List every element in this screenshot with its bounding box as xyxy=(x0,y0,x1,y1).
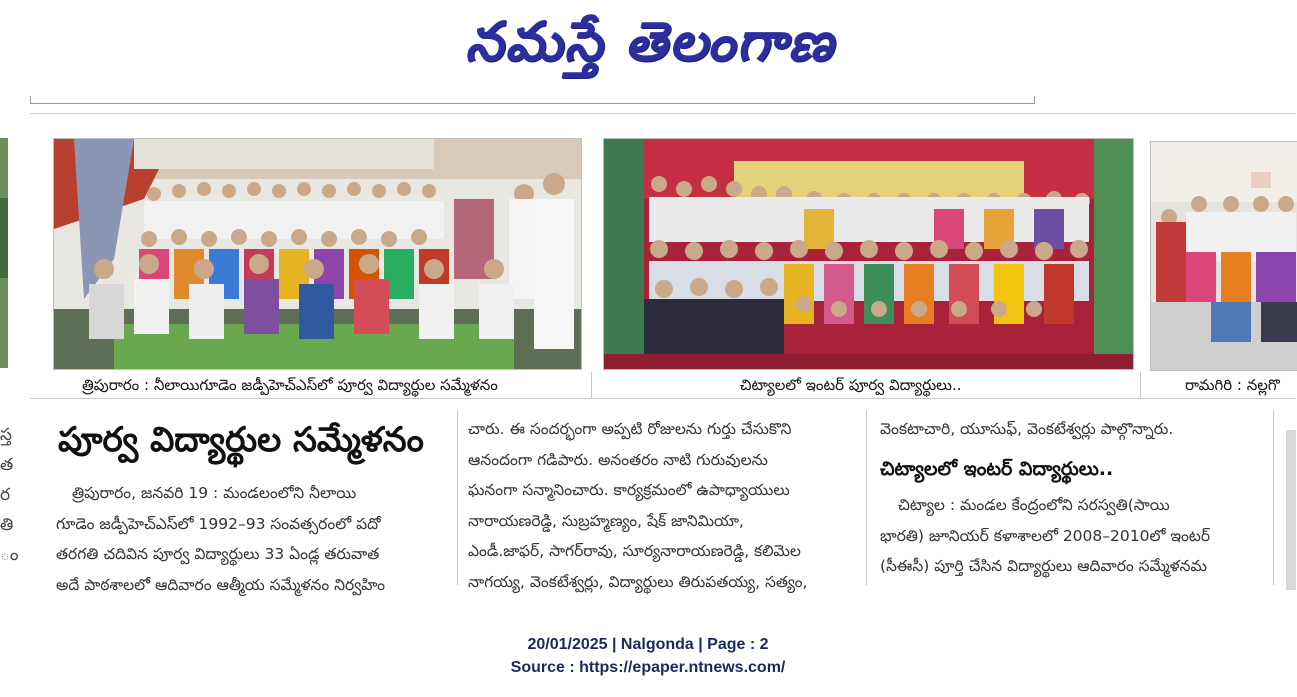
article-line: భారతి) జూనియర్ కళాశాలలో 2008–2010లో ఇంటర్ xyxy=(880,526,1211,545)
caption-rule xyxy=(30,398,1296,399)
article-line: నాగయ్య, వెంకటేశ్వర్లు, విద్యార్థులు తిరుపతయ్య, సత్యం, xyxy=(468,572,808,591)
page-rule-tick xyxy=(30,96,31,104)
article-line: గూడెం జడ్పీహెచ్ఎస్‌లో 1992–93 సంవత్సరంలో పదో xyxy=(56,514,381,533)
article-subheadline: చిట్యాలలో ఇంటర్ విద్యార్థులు.. xyxy=(880,458,1114,480)
article-column-3-top xyxy=(880,414,1270,445)
edge-photo-left xyxy=(0,138,8,368)
page-rule xyxy=(30,113,1296,114)
page-rule-tick xyxy=(1034,96,1035,104)
article-line: తరగతి చదివిన పూర్వ విద్యార్థులు 33 ఏండ్ల తరువాత xyxy=(56,545,380,564)
photo-caption-right: రామగిరి : నల్లగొ xyxy=(1185,376,1280,394)
article-line: నారాయణరెడ్డి, సుబ్రహ్మణ్యం, షేక్ జానిమియా, xyxy=(468,511,744,530)
article-column-1 xyxy=(56,478,452,600)
article-headline: పూర్వ విద్యార్థుల సమ్మేళనం xyxy=(58,420,424,460)
article-line: ఆనందంగా గడిపారు. అనంతరం నాటి గురువులను xyxy=(468,450,768,469)
column-divider xyxy=(1273,410,1274,585)
column-divider xyxy=(866,410,867,585)
caption-divider xyxy=(1140,372,1141,398)
article-line: చిట్యాల : మండల కేంద్రంలోని సరస్వతి(సాయి xyxy=(898,496,1170,514)
footer-source-link[interactable]: Source : https://epaper.ntnews.com/ xyxy=(510,659,786,676)
photo-caption-left: త్రిపురారం : నీలాయిగూడెం జడ్పీహెచ్ఎస్‌లో పూర్వ విద్యార్థుల సమ్మేళనం xyxy=(82,376,498,394)
article-column-3 xyxy=(880,490,1272,582)
article-line: (సీఈసీ) పూర్తి చేసిన విద్యార్థులు ఆదివారం సమ్మేళనమ xyxy=(880,557,1207,576)
page-rule-top xyxy=(30,103,1034,104)
group-photo-neelaiguddem xyxy=(53,138,582,370)
article-line: వెంకటాచారి, యూసుఫ్, వెంకటేశ్వర్లు పాల్గొన్నారు. xyxy=(880,420,1174,438)
article-line: అదే పాఠశాలలో ఆదివారం ఆత్మీయ సమ్మేళనం నిర్వహిం xyxy=(56,575,386,594)
article-line: ఎండీ.జాఫర్, సాగర్‌రావు, సూర్యనారాయణరెడ్డి, కలిమెల xyxy=(468,542,801,561)
newspaper-masthead: నమస్తే తెలంగాణ xyxy=(465,9,835,73)
article-line: ఘనంగా సన్మానించారు. కార్యక్రమంలో ఉపాధ్యాయులు xyxy=(468,481,790,500)
article-line: చారు. ఈ సందర్భంగా అప్పటి రోజులను గుర్తు చేసుకొని xyxy=(468,420,792,438)
neighbor-article-fragment: స్త త ర తి ం xyxy=(0,425,19,565)
caption-divider xyxy=(591,372,592,398)
group-photo-ramagiri xyxy=(1150,141,1297,371)
article-line: త్రిపురారం, జనవరి 19 : మండలంలోని నీలాయి xyxy=(72,484,357,502)
photo-caption-center: చిట్యాలలో ఇంటర్ పూర్వ విద్యార్థులు.. xyxy=(740,376,962,394)
article-column-2 xyxy=(468,414,863,598)
group-photo-chityal xyxy=(603,138,1134,370)
column-divider xyxy=(457,410,458,585)
neighbor-article-fragment xyxy=(1280,420,1296,600)
footer-dateline: 20/01/2025 | Nalgonda | Page : 2 xyxy=(527,636,769,653)
